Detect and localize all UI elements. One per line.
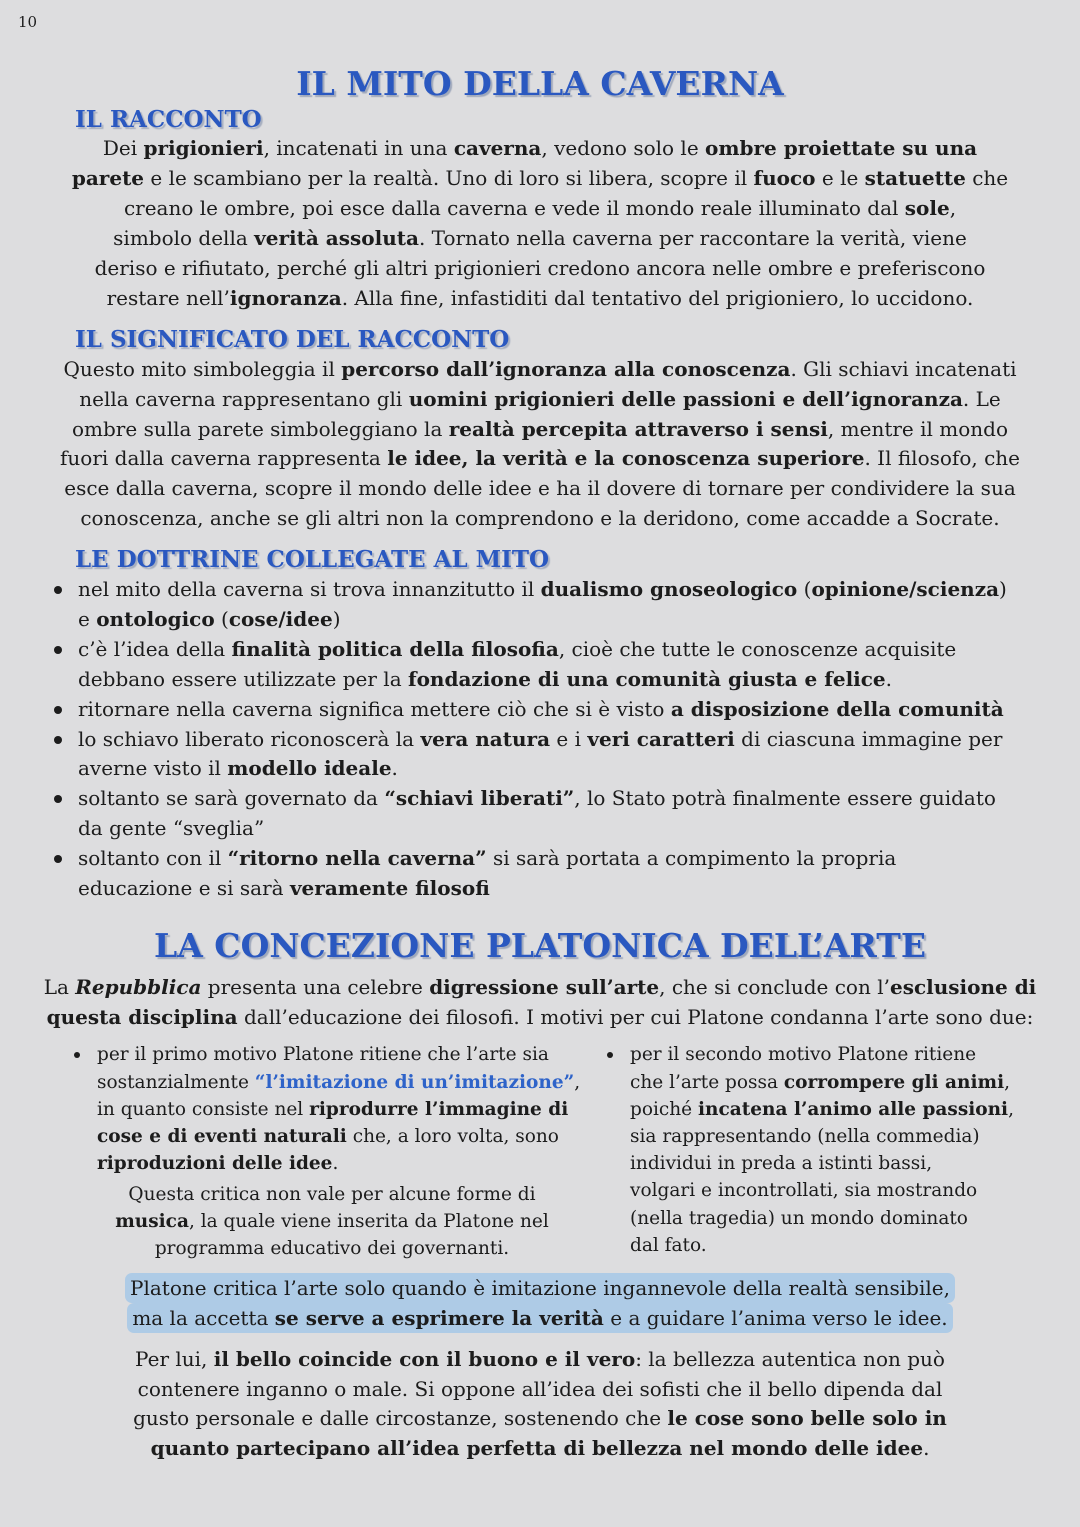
text-run: ombre sulla parete simboleggiano la <box>72 416 449 441</box>
bold-text: sole <box>904 196 950 220</box>
text-line <box>78 665 1007 695</box>
text-line <box>78 605 1007 635</box>
paragraph-racconto <box>0 133 1080 313</box>
paragraph-intro-arte <box>0 972 1080 1032</box>
emphasis-text: “l’imitazione di un’imitazione” <box>254 1071 575 1093</box>
bold-text: se serve a esprimere la verità <box>274 1306 604 1330</box>
bold-text: modello ideale <box>227 756 392 781</box>
text-run: educazione e si sarà <box>78 876 290 901</box>
text-run: gusto personale e dalle circostanze, sostenendo che <box>133 1406 668 1431</box>
text-line <box>630 1232 1014 1259</box>
text-line <box>630 1177 1014 1204</box>
text-run: restare nell’ <box>106 286 230 310</box>
text-line <box>630 1150 1014 1177</box>
heading-racconto: IL RACCONTO <box>75 106 262 133</box>
bold-text: ombre proiettate su una <box>705 136 978 160</box>
bold-text: veramente filosofi <box>289 876 490 901</box>
text-line <box>630 1205 1014 1232</box>
text-line <box>0 415 1080 445</box>
text-line <box>0 193 1080 223</box>
text-line <box>78 874 1007 904</box>
text-line <box>630 1041 1014 1068</box>
paragraph-significato <box>0 355 1080 534</box>
bold-text: veri caratteri <box>587 726 735 751</box>
bold-text: realtà percepita attraverso i sensi <box>448 416 828 441</box>
text-run: contenere inganno o male. Si oppone all’idea dei sofisti che il bello dipenda dal <box>137 1376 943 1401</box>
bullet-icon <box>54 706 62 714</box>
bold-text: le idee, la verità e la conoscenza superiore <box>387 446 865 471</box>
text-line <box>78 784 1007 814</box>
bullet-item <box>78 725 1007 785</box>
text-run: lo schiavo liberato riconoscerà la <box>78 726 421 751</box>
text-run: debbano essere utilizzate per la <box>78 666 408 691</box>
text-line <box>97 1041 580 1068</box>
bold-text: finalità politica della filosofia <box>231 636 559 661</box>
text-run: ritornare nella caverna significa mettere ciò che si è visto <box>78 696 671 721</box>
text-line <box>97 1208 567 1235</box>
text-line <box>78 814 1007 844</box>
text-run: in quanto consiste nel <box>97 1098 310 1120</box>
text-run: presenta una celebre <box>201 975 430 999</box>
bold-text: parete <box>71 166 145 190</box>
section-title-arte: LA CONCEZIONE PLATONICA DELL’ARTE <box>154 926 926 965</box>
bold-text: esclusione di <box>889 975 1037 999</box>
bold-text: questa disciplina <box>46 1005 238 1029</box>
text-run: soltanto con il <box>78 846 228 871</box>
bold-text: “schiavi liberati” <box>384 786 575 811</box>
text-line <box>127 1303 952 1333</box>
text-line <box>97 1069 580 1096</box>
bold-text: statuette <box>864 166 966 190</box>
text-line <box>0 1404 1080 1434</box>
text-run: programma educativo dei governanti. <box>154 1237 510 1259</box>
column-secondo-motivo <box>630 1041 1014 1259</box>
text-line <box>0 223 1080 253</box>
text-line <box>97 1123 580 1150</box>
bullet-item <box>78 784 1007 844</box>
text-line <box>0 283 1080 313</box>
text-run: ) <box>999 577 1007 601</box>
bold-text: incatena l’animo alle passioni <box>698 1098 1009 1120</box>
text-run: ( <box>214 606 229 631</box>
bullet-icon <box>54 586 62 594</box>
bold-text: cose e di eventi naturali <box>97 1126 347 1147</box>
bullet-list-dottrine <box>78 575 1007 904</box>
text-run: nella caverna rappresentano gli <box>79 386 409 411</box>
text-run: . <box>391 756 398 781</box>
text-line <box>78 844 1007 874</box>
text-run: , che si conclude con l’ <box>659 975 890 999</box>
text-run: Questo mito simboleggia il <box>63 357 342 381</box>
bold-text: percorso dall’ignoranza alla conoscenza <box>341 357 791 381</box>
column-primo-motivo <box>97 1041 580 1177</box>
text-line <box>78 635 1007 665</box>
text-run: si sarà portata a compimento la propria <box>486 846 897 871</box>
text-run: ) <box>332 606 341 631</box>
bold-text: vera natura <box>420 726 551 751</box>
text-run: , la quale viene inserita da Platone nel <box>188 1210 549 1232</box>
bold-text: digressione sull’arte <box>429 975 660 999</box>
bold-text: opinione/scienza <box>811 577 1000 601</box>
text-run: e <box>78 606 97 631</box>
text-run: per il secondo motivo Platone ritiene <box>630 1044 977 1066</box>
bullet-item <box>97 1041 580 1177</box>
text-run: dal fato. <box>630 1234 707 1256</box>
text-line <box>97 1096 580 1123</box>
text-run: : la bellezza autentica non può <box>635 1347 945 1371</box>
text-run: (nella tragedia) un mondo dominato <box>630 1207 968 1229</box>
text-line <box>125 1273 955 1303</box>
text-run: da gente “sveglia” <box>78 816 265 841</box>
text-run: di ciascuna immagine per <box>734 726 1003 751</box>
text-run: . Alla fine, infastiditi dal tentativo del prigioniero, lo uccidono. <box>341 286 974 310</box>
note-musica <box>97 1181 567 1262</box>
text-run: e le <box>815 166 865 190</box>
text-run: soltanto se sarà governato da <box>78 786 385 811</box>
bold-text: uomini prigionieri delle passioni e dell’ignoranza <box>408 386 963 411</box>
text-line <box>0 504 1080 534</box>
page-number: 10 <box>18 13 38 31</box>
text-line <box>0 1002 1080 1032</box>
text-run: e le scambiano per la realtà. Uno di loro si libera, scopre il <box>144 166 754 190</box>
text-run: , mentre il mondo <box>827 416 1008 441</box>
bullet-item <box>78 635 1007 695</box>
bullet-icon <box>74 1052 80 1058</box>
bold-text: dualismo gnoseologico <box>540 577 798 601</box>
bold-text: corrompere gli animi <box>783 1071 1005 1093</box>
text-run: . Gli schiavi incatenati <box>790 357 1017 381</box>
text-run: . Il filosofo, che <box>864 446 1020 471</box>
bullet-icon <box>607 1052 613 1058</box>
text-line <box>78 725 1007 755</box>
bold-text: cose/idee <box>228 606 333 631</box>
text-run: poiché <box>630 1098 699 1120</box>
text-run: esce dalla caverna, scopre il mondo delle idee e ha il dovere di tornare per condividere la sua <box>64 476 1016 501</box>
bold-text: fondazione di una comunità giusta e felice <box>407 666 886 691</box>
text-line <box>78 754 1007 784</box>
text-line <box>630 1096 1014 1123</box>
bold-text: musica <box>115 1210 189 1232</box>
bullet-item <box>630 1041 1014 1259</box>
text-line <box>0 163 1080 193</box>
text-run: che l’arte possa <box>630 1071 784 1093</box>
text-run: , vedono solo le <box>541 136 706 160</box>
text-line <box>97 1150 580 1177</box>
text-run: conoscenza, anche se gli altri non la comprendono e la deridono, come accadde a Socrate. <box>80 505 1000 530</box>
text-line <box>0 1375 1080 1405</box>
text-line <box>0 972 1080 1002</box>
text-line <box>97 1181 567 1208</box>
text-run: Per lui, <box>135 1347 214 1371</box>
text-line <box>0 385 1080 415</box>
bold-text: riprodurre l’immagine di <box>309 1098 569 1120</box>
text-run: Dei <box>102 136 144 160</box>
text-run: e a guidare l’anima verso le idee. <box>603 1306 948 1330</box>
bold-text: riproduzioni delle idee <box>97 1153 333 1175</box>
text-run: , <box>574 1071 581 1093</box>
text-run: averne visto il <box>78 756 228 781</box>
text-line <box>0 444 1080 474</box>
bold-text: a disposizione della comunità <box>670 696 1004 721</box>
text-run: deriso e rifiutato, perché gli altri prigionieri credono ancora nelle ombre e preferiscono <box>94 256 986 280</box>
bullet-icon <box>54 855 62 863</box>
heading-significato: IL SIGNIFICATO DEL RACCONTO <box>75 326 510 353</box>
text-run: La <box>43 975 76 999</box>
bullet-item <box>78 695 1007 725</box>
bullet-item <box>78 844 1007 904</box>
text-run: volgari e incontrollati, sia mostrando <box>630 1180 978 1202</box>
text-run: creano le ombre, poi esce dalla caverna e vede il mondo reale illuminato dal <box>123 196 905 220</box>
text-run: . Le <box>962 386 1001 411</box>
text-run: sostanzialmente <box>97 1071 255 1093</box>
paragraph-conclusion <box>0 1345 1080 1464</box>
text-line <box>630 1123 1014 1150</box>
bold-text: ignoranza <box>229 286 342 310</box>
text-run: . <box>885 666 893 691</box>
bold-text: quanto partecipano all’idea perfetta di bellezza nel mondo delle idee <box>150 1436 924 1461</box>
bullet-icon <box>54 646 62 654</box>
text-line <box>78 575 1007 605</box>
text-run: ma la accetta <box>132 1306 275 1330</box>
text-line <box>97 1235 567 1262</box>
bold-text: caverna <box>453 136 542 160</box>
text-run: c’è l’idea della <box>78 636 232 661</box>
text-line <box>0 253 1080 283</box>
section-title-mito: IL MITO DELLA CAVERNA <box>296 64 784 103</box>
text-run: , <box>1004 1071 1010 1093</box>
text-run: , cioè che tutte le conoscenze acquisite <box>558 636 957 661</box>
text-line <box>78 695 1007 725</box>
text-run: , <box>1008 1098 1014 1120</box>
text-run: ( <box>797 577 812 601</box>
text-run: Platone critica l’arte solo quando è imitazione ingannevole della realtà sensibile, <box>130 1276 950 1300</box>
bold-text: fuoco <box>753 166 816 190</box>
text-run: , incatenati in una <box>263 136 454 160</box>
bold-text: “ritorno nella caverna” <box>227 846 487 871</box>
bold-text: il bello coincide con il buono e il vero <box>213 1347 636 1371</box>
highlighted-summary <box>0 1273 1080 1333</box>
text-run: . <box>332 1153 339 1175</box>
text-line <box>0 1434 1080 1464</box>
text-run: individui in preda a istinti bassi, <box>630 1153 933 1175</box>
bold-text: Repubblica <box>75 975 202 999</box>
text-run: simbolo della <box>113 226 255 250</box>
text-run: che <box>965 166 1009 190</box>
bold-text: prigionieri <box>143 136 264 160</box>
text-line <box>0 355 1080 385</box>
text-run: . <box>923 1436 930 1461</box>
text-run: , <box>949 196 957 220</box>
heading-dottrine: LE DOTTRINE COLLEGATE AL MITO <box>75 546 550 573</box>
text-line <box>0 1345 1080 1375</box>
bullet-item <box>78 575 1007 635</box>
bullet-icon <box>54 795 62 803</box>
text-run: nel mito della caverna si trova innanzitutto il <box>78 577 541 601</box>
bold-text: ontologico <box>96 606 215 631</box>
text-run: per il primo motivo Platone ritiene che l’arte sia <box>97 1044 549 1066</box>
text-run: dall’educazione dei filosofi. I motivi per cui Platone condanna l’arte sono due: <box>237 1005 1034 1029</box>
text-run: . Tornato nella caverna per raccontare la verità, viene <box>418 226 967 250</box>
text-run: , lo Stato potrà finalmente essere guidato <box>574 786 996 811</box>
text-line <box>0 133 1080 163</box>
bullet-icon <box>54 736 62 744</box>
text-run: che, a loro volta, sono <box>346 1126 559 1147</box>
bold-text: le cose sono belle solo in <box>667 1406 947 1431</box>
text-run: Questa critica non vale per alcune forme di <box>128 1183 536 1205</box>
bold-text: verità assoluta <box>254 226 419 250</box>
text-line <box>0 474 1080 504</box>
text-run: sia rappresentando (nella commedia) <box>630 1126 980 1147</box>
text-run: fuori dalla caverna rappresenta <box>60 446 388 471</box>
text-line <box>630 1069 1014 1096</box>
text-run: e i <box>550 726 588 751</box>
